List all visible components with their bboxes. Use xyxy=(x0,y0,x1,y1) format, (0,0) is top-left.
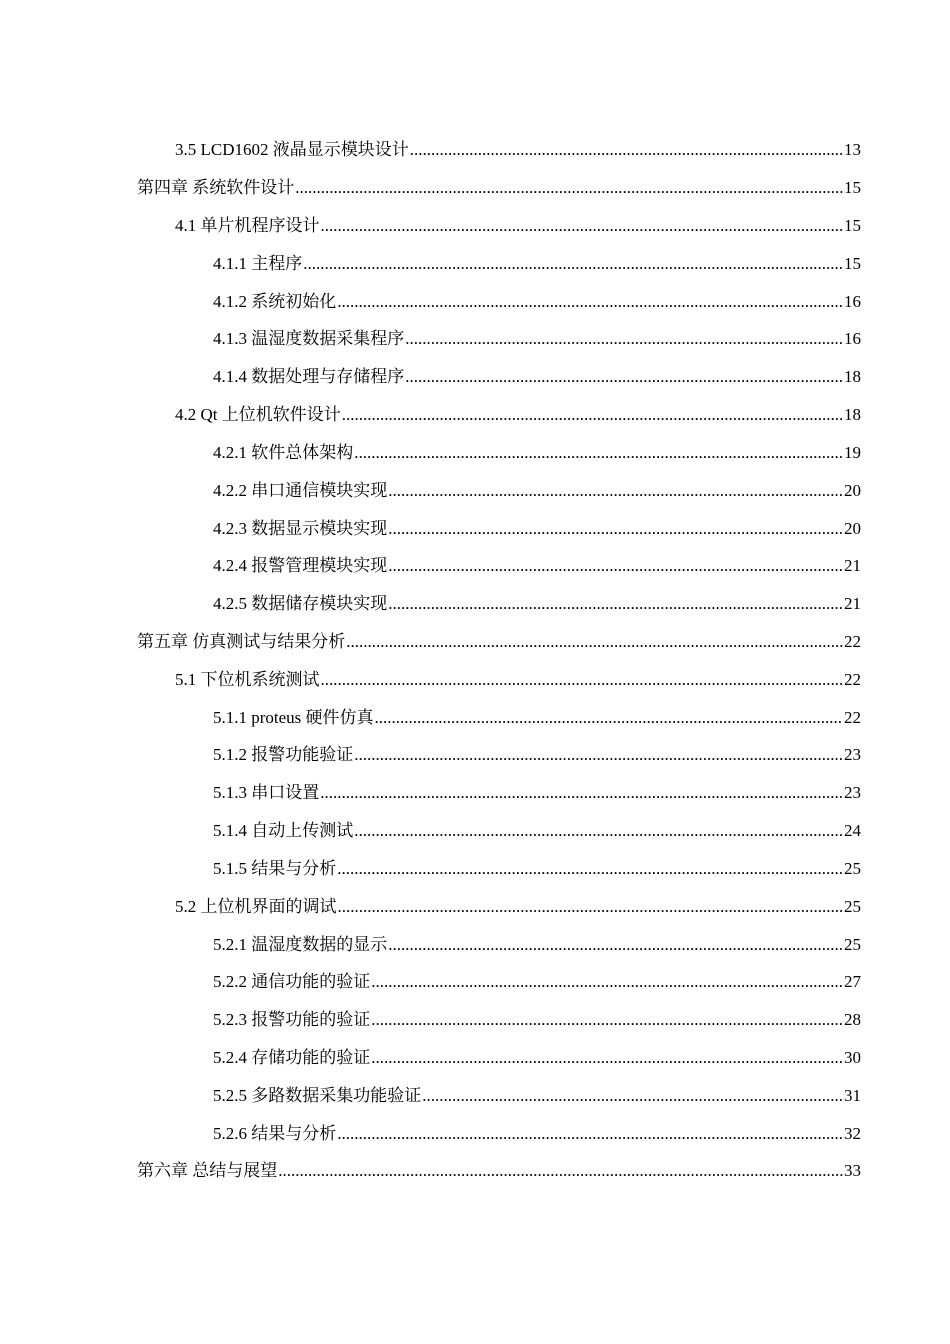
toc-leader-dots xyxy=(388,517,843,541)
toc-entry-title: 5.2.1 温湿度数据的显示 xyxy=(213,935,388,954)
toc-entry-5-1[interactable] xyxy=(175,668,861,692)
toc-entry-5-2-3[interactable] xyxy=(213,1008,861,1032)
toc-entry-4-2-1[interactable] xyxy=(213,441,861,465)
toc-entry-title: 4.1 单片机程序设计 xyxy=(175,216,320,235)
toc-entry-chapter-6[interactable] xyxy=(137,1159,861,1183)
toc-leader-dots xyxy=(388,933,843,957)
toc-entry-page: 16 xyxy=(844,292,861,311)
toc-leader-dots xyxy=(337,1122,843,1146)
toc-entry-page: 21 xyxy=(844,594,861,613)
toc-entry-page: 22 xyxy=(844,708,861,727)
toc-entry-title: 4.1.4 数据处理与存储程序 xyxy=(213,367,405,386)
toc-entry-4-1[interactable] xyxy=(175,214,861,238)
toc-leader-dots xyxy=(405,327,843,351)
toc-entry-page: 20 xyxy=(844,481,861,500)
toc-leader-dots xyxy=(422,1084,843,1108)
toc-leader-dots xyxy=(321,214,844,238)
toc-leader-dots xyxy=(388,592,843,616)
toc-entry-4-2-5[interactable] xyxy=(213,592,861,616)
toc-leader-dots xyxy=(342,403,843,427)
toc-leader-dots xyxy=(320,781,843,805)
toc-entry-title: 5.2.2 通信功能的验证 xyxy=(213,972,371,991)
toc-entry-title: 5.2.5 多路数据采集功能验证 xyxy=(213,1086,422,1105)
toc-entry-chapter-4[interactable] xyxy=(137,176,861,200)
toc-entry-3-5[interactable] xyxy=(175,138,861,162)
toc-leader-dots xyxy=(278,1159,843,1183)
toc-leader-dots xyxy=(295,176,843,200)
toc-leader-dots xyxy=(371,970,843,994)
toc-entry-title: 5.2.6 结果与分析 xyxy=(213,1124,337,1143)
toc-entry-page: 23 xyxy=(844,745,861,764)
toc-entry-page: 30 xyxy=(844,1048,861,1067)
toc-entry-page: 16 xyxy=(844,329,861,348)
toc-entry-4-1-2[interactable] xyxy=(213,290,861,314)
toc-leader-dots xyxy=(354,743,843,767)
toc-entry-page: 22 xyxy=(844,632,861,651)
toc-entry-title: 5.1.4 自动上传测试 xyxy=(213,821,354,840)
toc-entry-4-1-3[interactable] xyxy=(213,327,861,351)
toc-entry-title: 第六章 总结与展望 xyxy=(137,1161,278,1180)
toc-entry-4-2-3[interactable] xyxy=(213,517,861,541)
toc-entry-title: 第四章 系统软件设计 xyxy=(137,178,295,197)
toc-entry-5-2-5[interactable] xyxy=(213,1084,861,1108)
toc-entry-page: 21 xyxy=(844,556,861,575)
toc-entry-title: 4.1.2 系统初始化 xyxy=(213,292,337,311)
toc-entry-page: 25 xyxy=(844,897,861,916)
toc-leader-dots xyxy=(375,706,843,730)
toc-entry-4-2[interactable] xyxy=(175,403,861,427)
toc-entry-title: 4.2.3 数据显示模块实现 xyxy=(213,519,388,538)
toc-entry-title: 4.2.5 数据储存模块实现 xyxy=(213,594,388,613)
toc-entry-4-2-2[interactable] xyxy=(213,479,861,503)
toc-entry-title: 4.1.3 温湿度数据采集程序 xyxy=(213,329,405,348)
toc-entry-title: 5.2.4 存储功能的验证 xyxy=(213,1048,371,1067)
toc-entry-title: 5.2.3 报警功能的验证 xyxy=(213,1010,371,1029)
toc-entry-page: 32 xyxy=(844,1124,861,1143)
toc-entry-page: 27 xyxy=(844,972,861,991)
toc-entry-title: 5.1.3 串口设置 xyxy=(213,783,320,802)
toc-entry-chapter-5[interactable] xyxy=(137,630,861,654)
toc-leader-dots xyxy=(388,479,843,503)
toc-leader-dots xyxy=(354,441,843,465)
toc-entry-title: 5.1.2 报警功能验证 xyxy=(213,745,354,764)
toc-entry-page: 20 xyxy=(844,519,861,538)
toc-entry-page: 28 xyxy=(844,1010,861,1029)
toc-entry-page: 18 xyxy=(844,367,861,386)
toc-entry-title: 5.2 上位机界面的调试 xyxy=(175,897,337,916)
toc-entry-page: 23 xyxy=(844,783,861,802)
toc-leader-dots xyxy=(346,630,843,654)
toc-leader-dots xyxy=(388,554,843,578)
toc-entry-page: 22 xyxy=(844,670,861,689)
toc-leader-dots xyxy=(337,290,843,314)
toc-entry-page: 25 xyxy=(844,859,861,878)
toc-entry-5-1-5[interactable] xyxy=(213,857,861,881)
toc-entry-page: 15 xyxy=(844,216,861,235)
toc-leader-dots xyxy=(354,819,843,843)
toc-entry-page: 13 xyxy=(844,140,861,159)
toc-entry-page: 24 xyxy=(844,821,861,840)
toc-entry-5-2-2[interactable] xyxy=(213,970,861,994)
toc-entry-title: 5.1 下位机系统测试 xyxy=(175,670,320,689)
toc-leader-dots xyxy=(410,138,843,162)
toc-leader-dots xyxy=(371,1008,843,1032)
toc-leader-dots xyxy=(303,252,843,276)
toc-entry-5-1-1[interactable] xyxy=(213,706,861,730)
toc-leader-dots xyxy=(338,895,844,919)
toc-entry-title: 4.2.2 串口通信模块实现 xyxy=(213,481,388,500)
toc-entry-5-2-4[interactable] xyxy=(213,1046,861,1070)
toc-entry-5-1-3[interactable] xyxy=(213,781,861,805)
toc-leader-dots xyxy=(405,365,843,389)
toc-entry-title: 3.5 LCD1602 液晶显示模块设计 xyxy=(175,140,409,159)
toc-entry-page: 18 xyxy=(844,405,861,424)
toc-entry-page: 31 xyxy=(844,1086,861,1105)
toc-entry-title: 5.1.5 结果与分析 xyxy=(213,859,337,878)
toc-leader-dots xyxy=(337,857,843,881)
toc-entry-page: 33 xyxy=(844,1161,861,1180)
toc-entry-title: 4.2 Qt 上位机软件设计 xyxy=(175,405,341,424)
toc-entry-5-1-2[interactable] xyxy=(213,743,861,767)
toc-leader-dots xyxy=(371,1046,843,1070)
toc-entry-5-2-1[interactable] xyxy=(213,933,861,957)
toc-entry-title: 第五章 仿真测试与结果分析 xyxy=(137,632,346,651)
toc-leader-dots xyxy=(321,668,844,692)
toc-entry-page: 25 xyxy=(844,935,861,954)
toc-entry-5-2-6[interactable] xyxy=(213,1122,861,1146)
toc-entry-page: 15 xyxy=(844,254,861,273)
toc-entry-5-2[interactable] xyxy=(175,895,861,919)
toc-entry-5-1-4[interactable] xyxy=(213,819,861,843)
toc-entry-title: 4.2.1 软件总体架构 xyxy=(213,443,354,462)
toc-entry-4-1-1[interactable] xyxy=(213,252,861,276)
toc-entry-page: 19 xyxy=(844,443,861,462)
toc-entry-title: 4.2.4 报警管理模块实现 xyxy=(213,556,388,575)
toc-entry-title: 5.1.1 proteus 硬件仿真 xyxy=(213,708,374,727)
toc-entry-page: 15 xyxy=(844,178,861,197)
toc-entry-4-2-4[interactable] xyxy=(213,554,861,578)
toc-entry-title: 4.1.1 主程序 xyxy=(213,254,303,273)
toc-entry-4-1-4[interactable] xyxy=(213,365,861,389)
